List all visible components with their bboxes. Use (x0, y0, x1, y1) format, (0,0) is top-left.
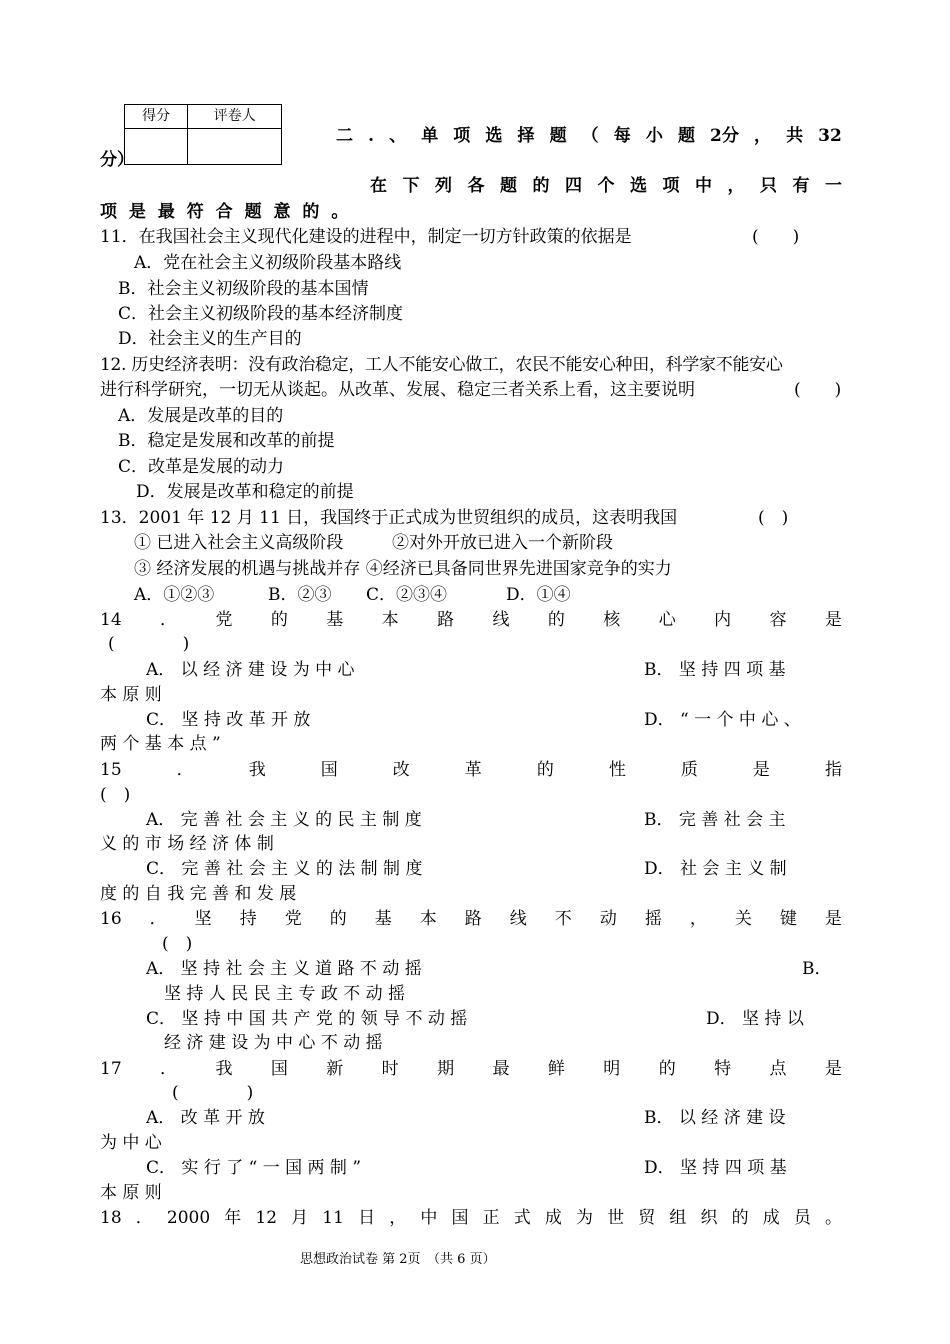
section-heading-char: . (368, 126, 375, 146)
q16-bracket: ( ) (162, 934, 193, 954)
q17-option-c: C． 实 行 了 “ 一 国 两 制 ” (146, 1158, 362, 1178)
q12-option-d: D．发展是改革和稳定的前提 (136, 482, 354, 502)
q16-stem-char: 线 (509, 909, 527, 929)
q16-option-a: A． 坚 持 社 会 主 义 道 路 不 动 摇 (146, 959, 422, 979)
q12-option-a: A．发展是改革的目的 (118, 406, 284, 426)
section-heading-char: 题 (677, 126, 695, 146)
q17-stem-char: 鲜 (547, 1059, 565, 1079)
q16-stem-char: 动 (599, 909, 617, 929)
section-heading-char: 项 (453, 126, 471, 146)
q18-stem-char: 2000 (166, 1208, 211, 1228)
q15-stem-char: 国 (320, 760, 338, 780)
q17-stem-char: 点 (769, 1059, 787, 1079)
q13-option-d: D．①④ (506, 585, 571, 605)
section-heading-char: 共 (786, 126, 804, 146)
q18-stem-char: 织 (700, 1208, 718, 1228)
section-instruction-char: 有 (792, 176, 810, 196)
section-instruction-char: 的 (532, 176, 550, 196)
q18-stem-char: 式 (513, 1208, 531, 1228)
section-heading-char: （ (581, 126, 599, 146)
q16-stem-char: 键 (779, 909, 797, 929)
q14-stem-char: 的 (547, 610, 565, 630)
grader-cell-header: 评卷人 (188, 105, 282, 129)
q14-stem-char: 心 (658, 610, 676, 630)
q13-bracket: ( ) (758, 508, 789, 528)
q16-stem-char: 16 (100, 909, 122, 929)
q18-stem-char: 的 (731, 1208, 749, 1228)
q18-stem-char: ． (135, 1208, 153, 1228)
section-instruction-char: 列 (435, 176, 452, 196)
q11-bracket: ( ) (752, 227, 800, 247)
section-instruction-char: 四 (565, 176, 582, 196)
q18-stem-char: 成 (544, 1208, 562, 1228)
q18-stem-char: 11 (322, 1208, 344, 1228)
q17-bracket: ( ) (172, 1083, 254, 1103)
q17-stem-char: 新 (326, 1059, 344, 1079)
section-heading-char: 32 (818, 126, 842, 146)
q18-stem-char: 员 (793, 1208, 811, 1228)
q18-stem-char: 18 (100, 1208, 122, 1228)
q12-option-b: B．稳定是发展和改革的前提 (118, 431, 335, 451)
q14-stem-char: 内 (714, 610, 732, 630)
q14-stem-char: 路 (437, 610, 455, 630)
q14-stem-char: 核 (603, 610, 621, 630)
q13-item-2: ②对外开放已进入一个新阶段 (392, 533, 613, 553)
section-instruction-char: 选 (630, 176, 647, 196)
q18-stem-char: ， (389, 1208, 407, 1228)
q16-stem-char: 基 (374, 909, 392, 929)
q17-stem-char: 最 (492, 1059, 510, 1079)
section-heading-char: 题 (549, 126, 567, 146)
q18-stem (100, 1206, 842, 1230)
q15-stem-char: 我 (248, 760, 266, 780)
q15-stem-char: 15 (100, 760, 122, 780)
q18-stem-char: 中 (420, 1208, 438, 1228)
q17-option-b: B． 以 经 济 建 设 (644, 1108, 786, 1128)
q14-option-d-tail: 两 个 基 本 点 ” (100, 734, 221, 754)
q12-line2: 进行科学研究，一切无从谈起。从改革、发展、稳定三者关系上看，这主要说明 (100, 380, 695, 400)
q14-option-c: C． 坚 持 改 革 开 放 (146, 710, 311, 730)
q17-stem-char: 17 (100, 1059, 122, 1079)
section-instruction-char: 一 (825, 176, 842, 196)
q17-stem-char: 我 (215, 1059, 233, 1079)
q14-stem-char: 14 (100, 610, 122, 630)
section-instruction-char: 中 (695, 176, 712, 196)
q16-stem-char: 持 (239, 909, 257, 929)
grader-cell (188, 129, 282, 165)
q15-option-d-tail: 度 的 自 我 完 善 和 发 展 (100, 884, 297, 904)
q11-option-b: B．社会主义初级阶段的基本国情 (118, 279, 369, 299)
section-heading-char: 择 (517, 126, 535, 146)
q18-stem-char: 月 (291, 1208, 309, 1228)
q18-stem-char: 12 (255, 1208, 278, 1228)
q15-stem (100, 758, 842, 782)
q11-option-d: D．社会主义的生产目的 (118, 329, 302, 349)
q16-stem (100, 907, 842, 931)
q15-option-b: B． 完 善 社 会 主 (644, 810, 786, 830)
q15-stem-char: ． (176, 760, 194, 780)
q15-stem-char: 革 (464, 760, 482, 780)
q15-option-c: C． 完 善 社 会 主 义 的 法 制 制 度 (146, 859, 423, 879)
q17-option-d-tail: 本 原 则 (100, 1183, 162, 1203)
q14-stem (100, 608, 842, 632)
q17-stem-char: 明 (603, 1059, 621, 1079)
q16-option-b: B． (802, 959, 832, 979)
q17-stem-char: 特 (714, 1059, 732, 1079)
q18-stem-char: 。 (824, 1208, 842, 1228)
q15-stem-char: 是 (752, 760, 770, 780)
q17-option-a: A． 改 革 开 放 (146, 1108, 265, 1128)
section-heading-char: 选 (485, 126, 503, 146)
q14-stem-char: 是 (824, 610, 842, 630)
q12-option-c: C．改革是发展的动力 (118, 457, 285, 477)
section-instruction-char: 只 (760, 176, 777, 196)
q18-stem-char: 正 (482, 1208, 500, 1228)
q11-option-c: C．社会主义初级阶段的基本经济制度 (118, 304, 404, 324)
q12-bracket: ( ) (794, 380, 842, 400)
section-heading (336, 124, 842, 148)
q16-stem-char: 坚 (194, 909, 212, 929)
q14-option-d: D． “ 一 个 中 心 、 (644, 710, 801, 730)
q18-stem-char: 日 (358, 1208, 376, 1228)
q14-stem-char: 线 (492, 610, 510, 630)
q17-stem-char: 时 (381, 1059, 399, 1079)
q13-option-c: C．②③④ (366, 585, 448, 605)
q16-stem-char: ． (149, 909, 167, 929)
q13-item-1: ① 已进入社会主义高级阶段 (134, 533, 344, 553)
q16-option-c: C． 坚 持 中 国 共 产 党 的 领 导 不 动 摇 (146, 1009, 468, 1029)
q18-stem-char: 国 (451, 1208, 469, 1228)
page-footer: 思想政治试卷 第 2页 （共 6 页） (300, 1252, 496, 1267)
q15-stem-char: 的 (536, 760, 554, 780)
q15-option-b-tail: 义 的 市 场 经 济 体 制 (100, 834, 274, 854)
q16-option-d: D． 坚 持 以 (706, 1009, 804, 1029)
section-heading-tail: 分） (100, 150, 134, 170)
q11-stem: 11．在我国社会主义现代化建设的进程中，制定一切方针政策的依据是 (100, 227, 632, 247)
q18-stem-char: 组 (669, 1208, 687, 1228)
section-heading-char: 、 (389, 126, 407, 146)
section-heading-char: 每 (613, 126, 631, 146)
q14-option-a: A． 以 经 济 建 设 为 中 心 (146, 660, 355, 680)
section-instruction-char: 题 (500, 176, 517, 196)
q16-stem-char: 本 (419, 909, 437, 929)
q14-bracket: ( ) (108, 634, 190, 654)
q17-stem-char: ． (160, 1059, 178, 1079)
q14-stem-char: 的 (270, 610, 288, 630)
q14-stem-char: 容 (769, 610, 787, 630)
q18-stem-char: 世 (607, 1208, 625, 1228)
q13-stem: 13．2001 年 12 月 11 日，我国终于正式成为世贸组织的成员，这表明我国 (100, 508, 678, 528)
q16-stem-char: 党 (284, 909, 302, 929)
q17-stem-char: 国 (270, 1059, 288, 1079)
q15-bracket: ( ) (100, 785, 131, 805)
q14-option-b-tail: 本 原 则 (100, 685, 162, 705)
q16-stem-char: 是 (824, 909, 842, 929)
q17-option-b-tail: 为 中 心 (100, 1133, 162, 1153)
q15-stem-char: 改 (392, 760, 410, 780)
q13-option-b: B．②③ (268, 585, 332, 605)
score-cell-header: 得分 (125, 105, 188, 129)
q17-stem-char: 期 (437, 1059, 455, 1079)
q16-stem-char: 不 (554, 909, 572, 929)
q13-option-a: A．①②③ (134, 585, 215, 605)
section-instruction-char: ， (727, 176, 745, 196)
section-instruction-char: 项 (662, 176, 680, 196)
q15-option-a: A． 完 善 社 会 主 义 的 民 主 制 度 (146, 810, 422, 830)
q17-stem-char: 是 (824, 1059, 842, 1079)
q16-stem-char: 路 (464, 909, 482, 929)
q18-stem-char: 贸 (638, 1208, 656, 1228)
q11-option-a: A．党在社会主义初级阶段基本路线 (134, 253, 402, 273)
q17-option-d: D． 坚 持 四 项 基 (644, 1158, 787, 1178)
q14-option-b: B． 坚 持 四 项 基 (644, 660, 786, 680)
score-table (124, 104, 282, 165)
section-instruction-char: 下 (402, 176, 420, 196)
q12-line1: 12. 历史经济表明：没有政治稳定，工人不能安心做工，农民不能安心种田，科学家不能安心 (100, 355, 783, 375)
q16-stem-char: 关 (734, 909, 752, 929)
q18-stem-char: 成 (762, 1208, 780, 1228)
q15-stem-char: 指 (824, 760, 842, 780)
q14-stem-char: 本 (381, 610, 399, 630)
section-instruction-char: 个 (597, 176, 615, 196)
section-heading-char: ， (753, 126, 771, 146)
section-heading-char: 2分 (710, 126, 739, 146)
q13-items-3-4: ③ 经济发展的机遇与挑战并存 ④经济已具备同世界先进国家竞争的实力 (134, 559, 672, 579)
q16-stem-char: 摇 (644, 909, 662, 929)
section-heading-char: 二 (336, 126, 353, 146)
section-instruction-char: 在 (370, 176, 387, 196)
section-instruction (370, 174, 842, 198)
q16-option-d-text: 经 济 建 设 为 中 心 不 动 摇 (164, 1033, 383, 1053)
q14-stem-char: 党 (215, 610, 233, 630)
section-instruction-tail: 项 是 最 符 合 题 意 的 。 (100, 202, 349, 222)
q17-stem-char: 的 (658, 1059, 676, 1079)
q15-stem-char: 性 (608, 760, 626, 780)
q18-stem-char: 年 (224, 1208, 242, 1228)
q16-stem-char: ， (689, 909, 707, 929)
section-instruction-char: 各 (467, 176, 485, 196)
q14-stem-char: ． (160, 610, 178, 630)
q15-stem-char: 质 (680, 760, 698, 780)
section-heading-char: 小 (645, 126, 663, 146)
q16-option-b-text: 坚 持 人 民 民 主 专 政 不 动 摇 (164, 984, 406, 1004)
section-heading-char: 单 (421, 126, 439, 146)
q18-stem-char: 为 (575, 1208, 593, 1228)
q15-option-d: D． 社 会 主 义 制 (644, 859, 787, 879)
q16-stem-char: 的 (329, 909, 347, 929)
q14-stem-char: 基 (326, 610, 344, 630)
q17-stem (100, 1057, 842, 1081)
